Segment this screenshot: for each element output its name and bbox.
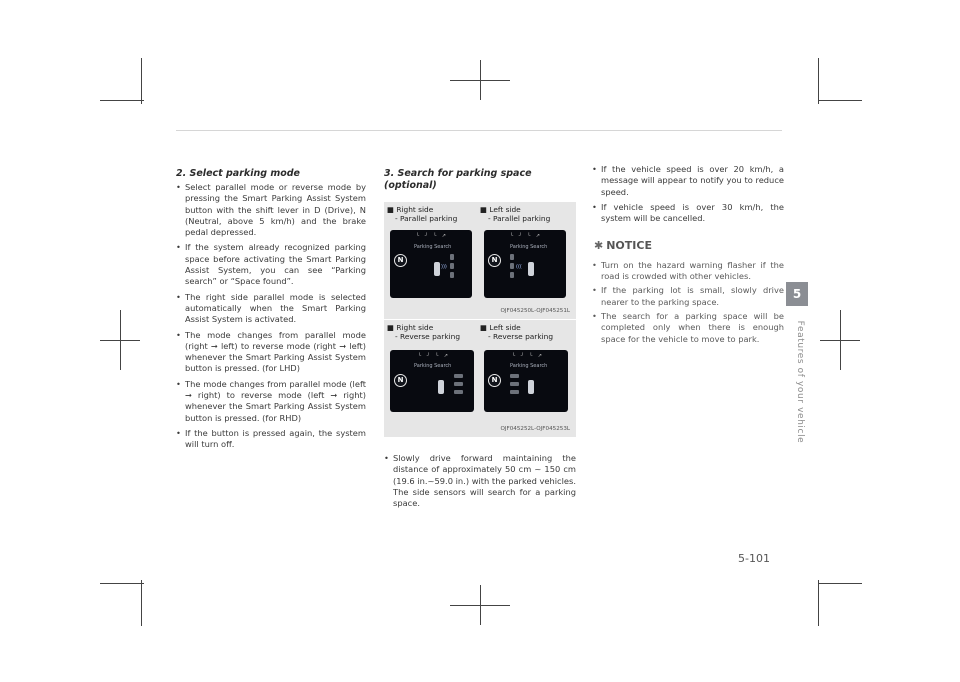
parked-car-icon bbox=[454, 390, 463, 394]
gear-indicator: N bbox=[488, 254, 501, 267]
mode-icons: └ ┘ └ ↗ bbox=[512, 353, 544, 359]
figure-label bbox=[387, 323, 460, 341]
chapter-title bbox=[785, 322, 809, 452]
display-title: Parking Search bbox=[510, 244, 548, 250]
parked-car-icon bbox=[510, 272, 514, 278]
parked-car-icon bbox=[454, 382, 463, 386]
page-number: 5-101 bbox=[738, 552, 770, 565]
crop-mark bbox=[141, 58, 142, 104]
gear-indicator: N bbox=[488, 374, 501, 387]
label-parallel: - Parallel parking bbox=[488, 214, 551, 223]
list-item: • If the vehicle speed is over 20 km/h, a message will appear to notify you to reduce speed. bbox=[592, 164, 784, 198]
crop-mark bbox=[100, 583, 144, 584]
crop-mark bbox=[818, 58, 819, 104]
label-reverse: - Reverse parking bbox=[395, 332, 461, 341]
parked-car-icon bbox=[510, 382, 519, 386]
gear-indicator: N bbox=[394, 254, 407, 267]
chapter-title-text: Features of your vehicle bbox=[795, 320, 805, 444]
figure-code: OJF045252L-OJF045253L bbox=[500, 426, 570, 432]
notice-title: NOTICE bbox=[606, 239, 652, 253]
parked-car-icon bbox=[510, 390, 519, 394]
label-right-side: ■ Right side bbox=[387, 323, 434, 332]
list-item: • Turn on the hazard warning flasher if the road is crowded with other vehicles. bbox=[592, 260, 784, 283]
vehicle-icon bbox=[528, 380, 534, 394]
label-left-side: ■ Left side bbox=[480, 205, 521, 214]
crop-mark bbox=[818, 100, 862, 101]
list-item: • The search for a parking space will be completed only when there is enough space for the vehicle to move to park. bbox=[592, 311, 784, 345]
figure-parallel-parking bbox=[384, 202, 576, 319]
figure-code: OJF045250L-OJF045251L bbox=[500, 308, 570, 314]
gear-indicator: N bbox=[394, 374, 407, 387]
crop-mark bbox=[820, 340, 860, 341]
parked-car-icon bbox=[510, 254, 514, 260]
section-heading-optional: (optional) bbox=[384, 180, 437, 191]
crop-mark bbox=[100, 340, 140, 341]
label-right-side: ■ Right side bbox=[387, 205, 434, 214]
sensor-wave-icon: ))) bbox=[441, 264, 447, 270]
speed-list bbox=[592, 164, 784, 224]
label-reverse: - Reverse parking bbox=[488, 332, 554, 341]
display-title: Parking Search bbox=[414, 363, 452, 369]
display-title: Parking Search bbox=[414, 244, 452, 250]
crop-mark bbox=[818, 583, 862, 584]
list-item: • The mode changes from parallel mode (left ➞ right) to reverse mode (left ➞ right) whenever the Smart Parking Assist System button is pressed. (for RHD) bbox=[176, 379, 366, 424]
parked-car-icon bbox=[510, 263, 514, 269]
notice-star-icon: ✱ bbox=[594, 239, 604, 253]
section-heading-search: 3. Search for parking space bbox=[384, 168, 532, 179]
figure-reverse-parking bbox=[384, 320, 576, 437]
section-heading-select-mode: 2. Select parking mode bbox=[176, 168, 301, 179]
parked-car-icon bbox=[510, 374, 519, 378]
middle-column-text bbox=[384, 453, 576, 513]
list-item: • The mode changes from parallel mode (right ➞ left) to reverse mode (right ➞ left) whenever the Smart Parking Assist System button is pressed. (for LHD) bbox=[176, 330, 366, 375]
list-item: • The right side parallel mode is selected automatically when the Smart Parking Assist System is activated. bbox=[176, 292, 366, 326]
mode-icons: └ ┘ └ ↗ bbox=[510, 233, 542, 239]
middle-column bbox=[384, 168, 576, 192]
crop-mark bbox=[141, 580, 142, 626]
cluster-display-left-reverse bbox=[484, 350, 568, 412]
notice-heading bbox=[594, 240, 784, 251]
list-item: • If vehicle speed is over 30 km/h, the system will be cancelled. bbox=[592, 202, 784, 225]
cluster-display-right-reverse bbox=[390, 350, 474, 412]
right-column bbox=[592, 164, 784, 348]
vehicle-icon bbox=[528, 262, 534, 276]
figure-label bbox=[387, 205, 457, 223]
parked-car-icon bbox=[450, 272, 454, 278]
list-item: • If the button is pressed again, the system will turn off. bbox=[176, 428, 366, 451]
parked-car-icon bbox=[454, 374, 463, 378]
crop-mark bbox=[450, 605, 510, 606]
list-item: • If the parking lot is small, slowly drive nearer to the parking space. bbox=[592, 285, 784, 308]
list-item: • If the system already recognized parking space before activating the Smart Parking Assist System, you can see “Parking search” or “Space found”. bbox=[176, 242, 366, 287]
figure-label bbox=[480, 323, 553, 341]
left-column bbox=[176, 168, 366, 455]
list-item: • Select parallel mode or reverse mode by pressing the Smart Parking Assist System button with the shift lever in D (Drive), N (Neutral, above 5 km/h) and the brake pedal depressed. bbox=[176, 182, 366, 238]
cluster-display-left-parallel bbox=[484, 230, 566, 298]
notice-list bbox=[592, 260, 784, 345]
crop-mark bbox=[450, 80, 510, 81]
display-title: Parking Search bbox=[510, 363, 548, 369]
label-parallel: - Parallel parking bbox=[395, 214, 458, 223]
parked-car-icon bbox=[450, 254, 454, 260]
mode-icons: └ ┘ └ ↗ bbox=[418, 353, 450, 359]
label-left-side: ■ Left side bbox=[480, 323, 521, 332]
list-item: • Slowly drive forward maintaining the distance of approximately 50 cm ~ 150 cm (19.6 in.~59.0 in.) with the parked vehicles. The side sensors will search for a parking space. bbox=[384, 453, 576, 509]
select-mode-list bbox=[176, 182, 366, 451]
vehicle-icon bbox=[434, 262, 440, 276]
crop-mark bbox=[818, 580, 819, 626]
vehicle-icon bbox=[438, 380, 444, 394]
sensor-wave-icon: ((( bbox=[516, 264, 522, 270]
chapter-tab: 5 bbox=[786, 282, 808, 306]
crop-mark bbox=[100, 100, 144, 101]
top-rule bbox=[176, 130, 782, 131]
cluster-display-right-parallel bbox=[390, 230, 472, 298]
figure-label bbox=[480, 205, 550, 223]
parked-car-icon bbox=[450, 263, 454, 269]
mode-icons: └ ┘ └ ↗ bbox=[416, 233, 448, 239]
search-list bbox=[384, 453, 576, 509]
